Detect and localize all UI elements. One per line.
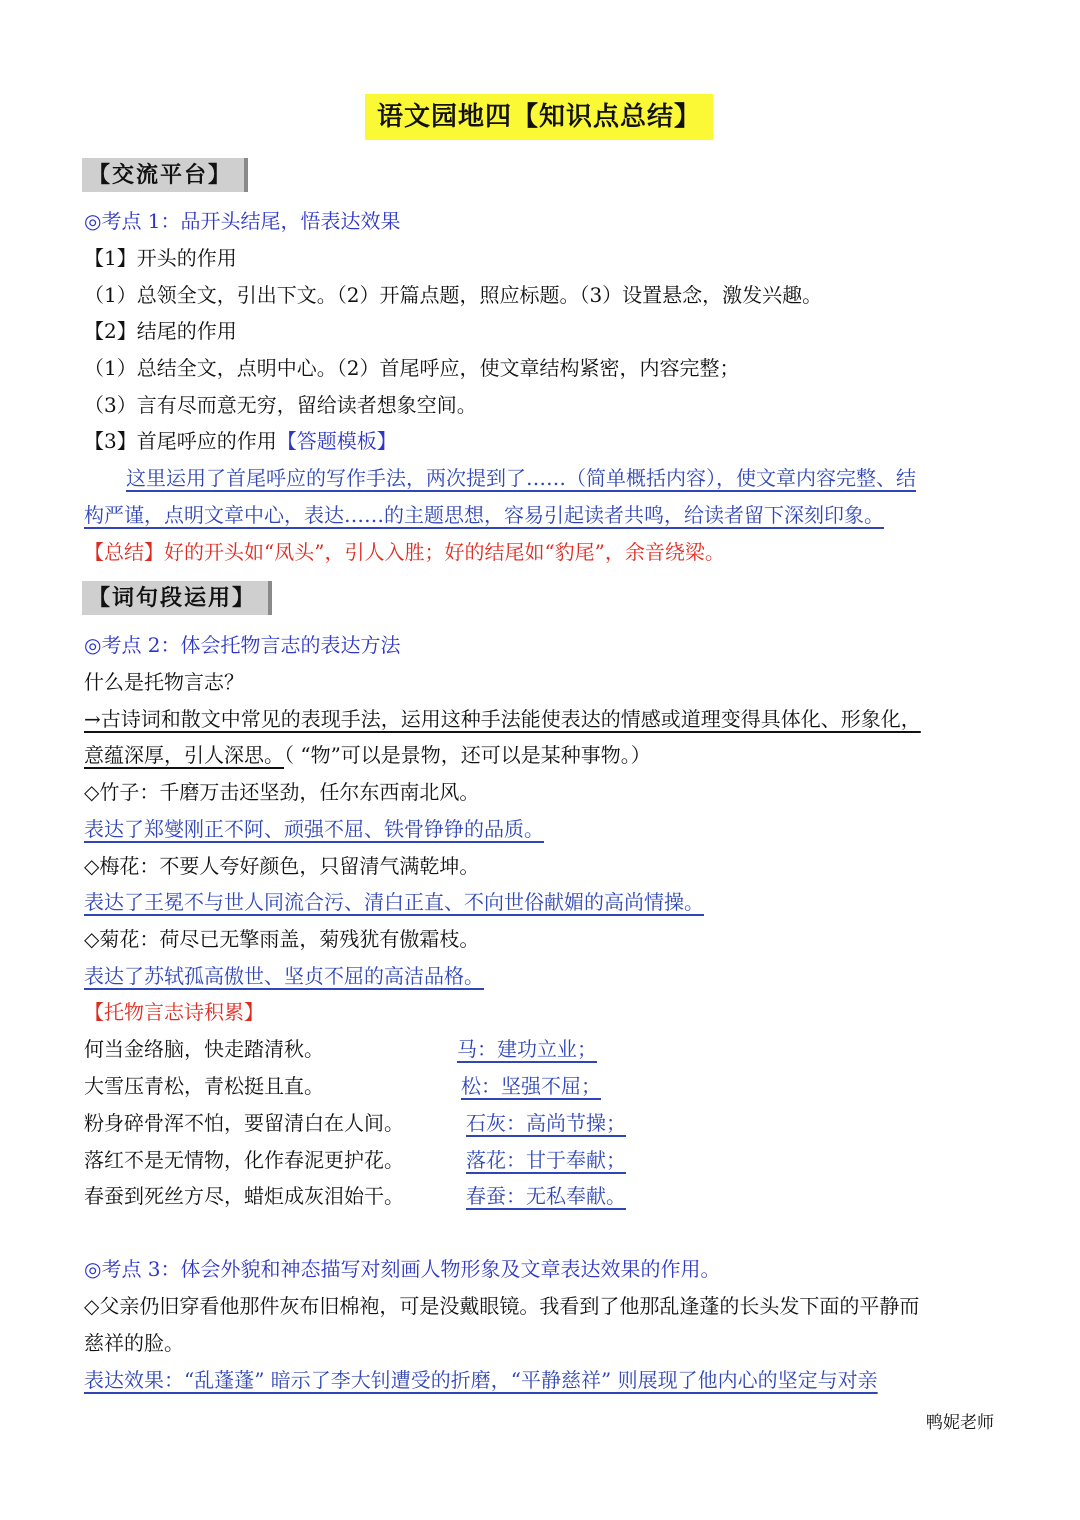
key-point-2: ◎考点 2：体会托物言志的表达方法 [84,633,401,657]
accum-line: 粉身碎骨浑不怕，要留清白在人间。 [84,1111,404,1135]
ending-text-2: （3）言有尽而意无穷，留给读者想象空间。 [84,393,477,417]
opening-text: （1）总领全文，引出下文。（2）开篇点题，照应标题。（3）设置悬念，激发兴趣。 [84,283,823,307]
example-line-1: ◇父亲仍旧穿看他那件灰布旧棉袍，可是没戴眼镜。我看到了他那乱逢蓬的长头发下面的平静而 [84,1294,920,1318]
answer-plum: 表达了王冕不与世人同流合污、清白正直、不向世俗献媚的高尚情操。 [84,890,704,914]
answer-chrysanthemum: 表达了苏轼孤高傲世、坚贞不屈的高洁品格。 [84,964,484,988]
definition-2b: （ “物”可以是景物，还可以是某种事物。） [284,743,651,767]
definition-1: →古诗词和散文中常见的表现手法，运用这种手法能使表达的情感或道理变得具体化、形象化， [84,707,921,731]
poem-chrysanthemum: ◇菊花：荷尽已无擎雨盖，菊残犹有傲霜枝。 [84,927,480,951]
template-line-1: 这里运用了首尾呼应的写作手法，两次提到了……（简单概括内容），使文章内容完整、结 [126,466,916,490]
template-line-2: 构严谨，点明文章中心，表达……的主题思想，容易引起读者共鸣，给读者留下深刻印象。 [84,503,884,527]
example-line-2: 慈祥的脸。 [84,1331,184,1355]
page-title: 语文园地四【知识点总结】 [365,94,713,140]
expression-effect: 表达效果：“乱蓬蓬” 暗示了李大钊遭受的折磨，“平静慈祥” 则展现了他内心的坚定与对亲 [84,1368,878,1392]
definition-2 [84,740,651,770]
poem-plum: ◇梅花：不要人夸好颜色，只留清气满乾坤。 [84,854,480,878]
question: 什么是托物言志？ [84,670,244,694]
definition-2a: 意蕴深厚，引人深思。 [84,743,284,767]
heading-echo-label: 【3】首尾呼应的作用 [84,429,277,453]
accum-meaning: 马：建功立业； [457,1037,597,1061]
answer-bamboo: 表达了郑燮刚正不阿、顽强不屈、铁骨铮铮的品质。 [84,817,544,841]
accumulation-title: 【托物言志诗积累】 [84,1000,264,1024]
heading-opening: 【1】开头的作用 [84,246,237,270]
accum-line: 何当金络脑，快走踏清秋。 [84,1037,324,1061]
accum-meaning: 春蚕：无私奉献。 [466,1184,626,1208]
accum-line: 落红不是无情物，化作春泥更护花。 [84,1148,404,1172]
template-tag: 【答题模板】 [276,429,397,453]
ending-text-1: （1）总结全文，点明中心。（2）首尾呼应，使文章结构紧密，内容完整； [84,356,740,380]
heading-ending: 【2】结尾的作用 [84,319,237,343]
summary: 【总结】好的开头如“凤头”，引人入胜；好的结尾如“豹尾”，余音绕梁。 [84,540,725,564]
heading-echo [84,426,397,456]
accum-line: 大雪压青松，青松挺且直。 [84,1074,324,1098]
signature: 鸭妮老师 [926,1413,994,1433]
accum-meaning: 松：坚强不屈； [461,1074,601,1098]
poem-bamboo: ◇竹子：千磨万击还坚劲，任尔东西南北风。 [84,780,480,804]
accum-line: 春蚕到死丝方尽，蜡炬成灰泪始干。 [84,1184,404,1208]
accum-meaning: 石灰：高尚节操； [466,1111,626,1135]
section-header-usage: 【词句段运用】 [82,581,272,615]
key-point-1: ◎考点 1：品开头结尾，悟表达效果 [84,209,401,233]
accum-meaning: 落花：甘于奉献； [466,1148,626,1172]
section-header-exchange: 【交流平台】 [82,158,248,192]
key-point-3: ◎考点 3：体会外貌和神态描写对刻画人物形象及文章表达效果的作用。 [84,1257,721,1281]
